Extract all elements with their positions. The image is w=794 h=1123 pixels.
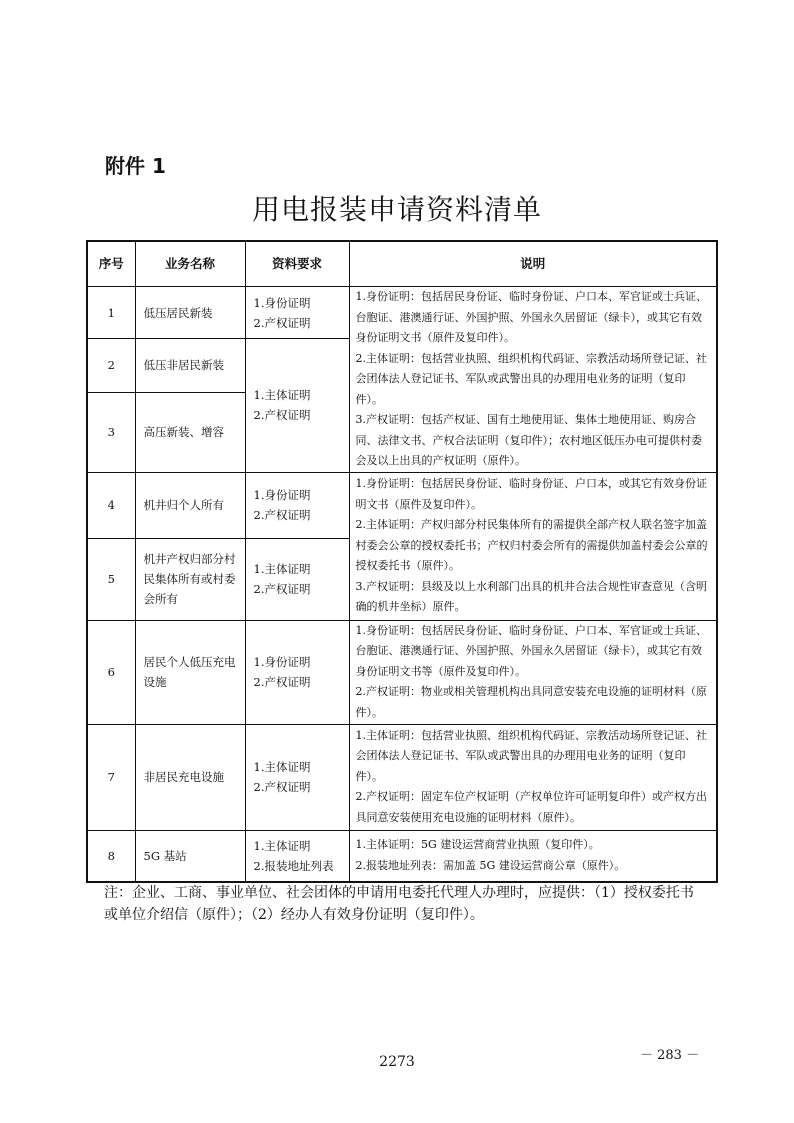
row-number: 3 bbox=[87, 392, 135, 472]
requirement-item: 2.产权证明 bbox=[253, 408, 311, 423]
requirement-item: 2.产权证明 bbox=[253, 582, 311, 596]
description-item: 1.主体证明：5G 建设运营商营业执照（复印件）。 bbox=[355, 838, 600, 852]
description-cell bbox=[349, 830, 717, 882]
row-number: 8 bbox=[87, 830, 135, 882]
document-title: 用电报装申请资料清单 bbox=[251, 193, 542, 226]
requirement-item: 1.身份证明 bbox=[253, 295, 311, 310]
requirements-cell bbox=[245, 287, 349, 339]
header-requirements: 资料要求 bbox=[245, 241, 349, 287]
description-cell bbox=[349, 724, 717, 830]
description-item: 3.产权证明：县级及以上水利部门出具的机井合法合规性审查意见（含明确的机井坐标）原件。 bbox=[355, 579, 707, 614]
description-cell bbox=[349, 472, 717, 620]
requirement-item: 1.主体证明 bbox=[253, 760, 311, 774]
description-item: 2.产权证明：物业或相关管理机构出具同意安装充电设施的证明材料（原件）。 bbox=[355, 685, 707, 719]
table-row bbox=[87, 724, 717, 830]
requirement-item: 1.身份证明 bbox=[253, 655, 311, 669]
business-name: 机井归个人所有 bbox=[135, 472, 245, 538]
description-cell bbox=[349, 620, 717, 724]
row-number: 1 bbox=[87, 287, 135, 339]
table-row bbox=[87, 620, 717, 724]
requirement-item: 2.产权证明 bbox=[253, 315, 311, 330]
description-item: 1.主体证明：包括营业执照、组织机构代码证、宗教活动场所登记证、社会团体法人登记证书、军队或武警出具的办理用电业务的证明（复印件）。 bbox=[355, 728, 707, 783]
business-name: 机井产权归部分村民集体所有或村委会所有 bbox=[135, 538, 245, 620]
table-row bbox=[87, 830, 717, 882]
requirement-item: 1.主体证明 bbox=[253, 388, 311, 403]
description-item: 2.主体证明：产权归部分村民集体所有的需提供全部产权人联名签字加盖村委会公章的授权委托书；产权归村委会所有的需提供加盖村委会公章的授权委托书（原件）。 bbox=[355, 518, 708, 573]
business-name: 高压新装、增容 bbox=[135, 392, 245, 472]
header-seq: 序号 bbox=[87, 241, 135, 287]
description-item: 3.产权证明：包括产权证、国有土地使用证、集体土地使用证、购房合同、法律文书、产权合法证明（复印件）；农村地区低压办电可提供村委会及以上出具的产权证明（原件）。 bbox=[355, 413, 702, 467]
description-item: 2.产权证明：固定车位产权证明（产权单位许可证明复印件）或产权方出具同意安装使用充电设施的证明材料（原件）。 bbox=[355, 790, 707, 824]
requirements-cell bbox=[245, 472, 349, 538]
business-name: 非居民充电设施 bbox=[135, 724, 245, 830]
requirements-cell bbox=[245, 830, 349, 882]
row-number: 6 bbox=[87, 620, 135, 724]
business-name: 低压居民新装 bbox=[135, 287, 245, 339]
requirements-cell bbox=[245, 724, 349, 830]
requirements-cell bbox=[245, 620, 349, 724]
requirement-item: 1.主体证明 bbox=[253, 838, 311, 853]
business-name: 5G 基站 bbox=[135, 830, 245, 882]
table-header-row bbox=[87, 241, 717, 287]
row-number: 5 bbox=[87, 538, 135, 620]
description-item: 1.身份证明：包括居民身份证、临时身份证、户口本、军官证或士兵证、台胞证、港澳通行证、外国护照、外国永久居留证（绿卡），或其它有效身份证明文书（原件及复印件）。 bbox=[355, 290, 707, 344]
table-row bbox=[87, 472, 717, 538]
description-cell bbox=[349, 287, 717, 473]
header-business-name: 业务名称 bbox=[135, 241, 245, 287]
requirement-item: 1.主体证明 bbox=[253, 562, 311, 576]
description-item: 2.主体证明：包括营业执照、组织机构代码证、宗教活动场所登记证、社会团体法人登记证书、军队或武警出具的办理用电业务的证明（复印件）。 bbox=[355, 351, 707, 406]
table-row bbox=[87, 287, 717, 339]
requirement-item: 2.产权证明 bbox=[253, 780, 311, 794]
header-description: 说明 bbox=[349, 241, 717, 287]
page-number: － 283 － bbox=[640, 1048, 700, 1063]
row-number: 4 bbox=[87, 472, 135, 538]
description-item: 1.身份证明：包括居民身份证、临时身份证、户口本，或其它有效身份证明文书（原件及复印件）。 bbox=[355, 477, 707, 511]
description-item: 1.身份证明：包括居民身份证、临时身份证、户口本、军官证或士兵证、台胞证、港澳通行证、外国护照、外国永久居留证（绿卡），或其它有效身份证明文书等（原件及复印件）。 bbox=[355, 623, 707, 678]
row-number: 7 bbox=[87, 724, 135, 830]
business-name: 居民个人低压充电设施 bbox=[135, 620, 245, 724]
requirements-cell bbox=[245, 538, 349, 620]
requirement-item: 2.产权证明 bbox=[253, 508, 311, 522]
requirement-item: 1.身份证明 bbox=[253, 488, 311, 502]
business-name: 低压非居民新装 bbox=[135, 339, 245, 393]
row-number: 2 bbox=[87, 339, 135, 393]
page-bottom-number: 2273 bbox=[379, 1054, 415, 1070]
materials-table bbox=[86, 240, 718, 883]
footnote: 注：企业、工商、事业单位、社会团体的申请用电委托代理人办理时，应提供：（1）授权委托书或单位介绍信（原件）；（2）经办人有效身份证明（复印件）。 bbox=[104, 885, 694, 923]
attachment-label: 附件 1 bbox=[105, 154, 166, 178]
requirement-item: 2.产权证明 bbox=[253, 675, 311, 689]
requirements-cell bbox=[245, 339, 349, 473]
requirement-item: 2.报装地址列表 bbox=[253, 858, 334, 873]
description-item: 2.报装地址列表：需加盖 5G 建设运营商公章（原件）。 bbox=[355, 858, 626, 872]
